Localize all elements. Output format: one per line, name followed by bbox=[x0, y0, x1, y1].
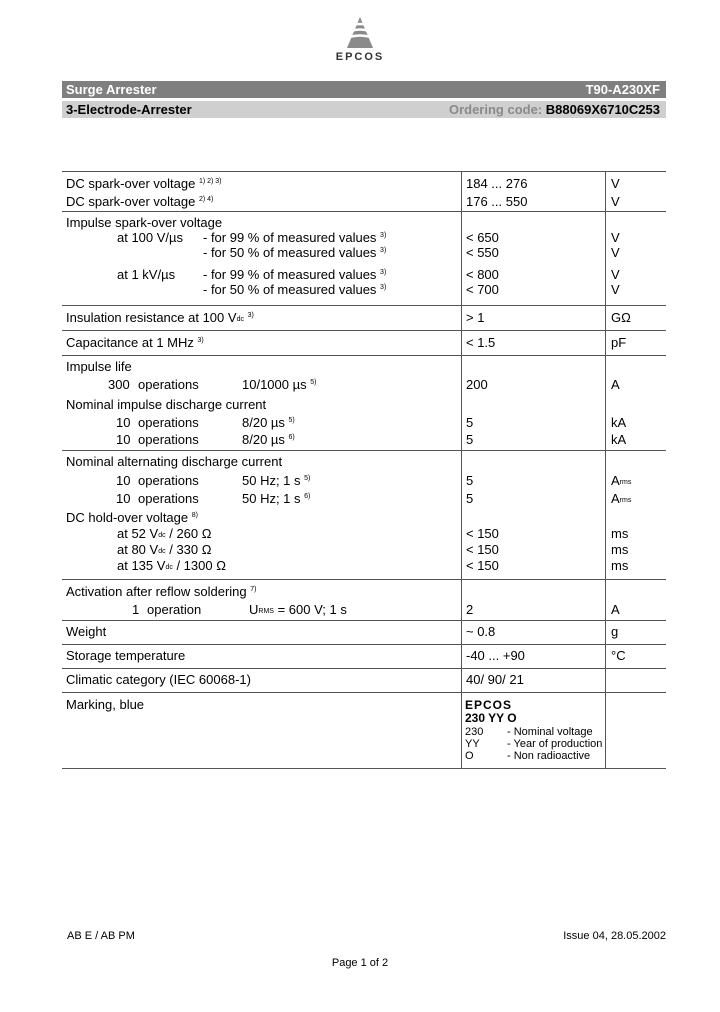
marking-logo: EPCOS bbox=[465, 698, 513, 712]
epcos-triangle-icon bbox=[338, 15, 382, 49]
storage-value: -40 ... +90 bbox=[466, 648, 525, 663]
insulation-unit: GΩ bbox=[611, 310, 631, 325]
nidc-count-2: 10 bbox=[116, 432, 131, 447]
marking-key-2: YY bbox=[465, 738, 480, 750]
brand-name: EPCOS bbox=[335, 51, 385, 63]
spec-row-impulse-life bbox=[62, 355, 666, 450]
impulse-life-title: Impulse life bbox=[66, 359, 132, 374]
holdover-unit-1: ms bbox=[611, 526, 629, 541]
nadc-cond-2: 50 Hz; 1 s $^{6)}$ bbox=[242, 491, 311, 506]
marking-key-1: 230 bbox=[465, 726, 484, 738]
product-header bbox=[62, 81, 666, 98]
nidc-unit-2: kA bbox=[611, 432, 627, 447]
dc-spark-value-1: 184 ... 276 bbox=[466, 176, 528, 191]
spec-row-capacitance bbox=[62, 330, 666, 355]
capacitance-label: Capacitance at 1 MHz $^{3)}$ bbox=[66, 335, 204, 350]
nidc-value-2: 5 bbox=[466, 432, 474, 447]
impulse-value-2b: < 700 bbox=[466, 282, 499, 297]
nadc-cond-1: 50 Hz; 1 s $^{5)}$ bbox=[242, 473, 311, 488]
dc-spark-unit-2: V bbox=[611, 194, 620, 209]
impulse-life-value: 200 bbox=[466, 377, 488, 392]
dc-spark-value-2: 176 ... 550 bbox=[466, 194, 528, 209]
ordering-code: B88069X6710C253 bbox=[545, 102, 660, 117]
insulation-value: > 1 bbox=[466, 310, 485, 325]
activation-unit: A bbox=[611, 602, 620, 617]
nidc-ops-2: operations bbox=[138, 432, 199, 447]
impulse-cond-1b: - for 50 % of measured values $^{3)}$ bbox=[203, 245, 387, 260]
spec-row-storage bbox=[62, 644, 666, 668]
dc-spark-unit-1: V bbox=[611, 176, 620, 191]
spec-row-weight bbox=[62, 620, 666, 644]
nadc-count-1: 10 bbox=[116, 473, 131, 488]
holdover-unit-3: ms bbox=[611, 558, 629, 573]
spec-row-impulse-spark bbox=[62, 211, 666, 305]
ordering-code-line bbox=[449, 101, 660, 118]
activation-cond: $U_{RMS} = 600$ V; 1 s bbox=[249, 602, 347, 617]
part-number: T90-A230XF bbox=[585, 82, 660, 97]
holdover-unit-2: ms bbox=[611, 542, 629, 557]
epcos-logo bbox=[322, 15, 398, 63]
climatic-label: Climatic category (IEC 60068-1) bbox=[66, 672, 251, 687]
impulse-life-unit: A bbox=[611, 377, 620, 392]
footer-issue: Issue 04, 28.05.2002 bbox=[563, 930, 666, 942]
holdover-cond-3: at 135 $V_{dc} / 1300$ Ω bbox=[117, 558, 226, 573]
marking-key-3: O bbox=[465, 750, 474, 762]
spec-row-dc-spark bbox=[62, 171, 666, 211]
impulse-unit-1a: V bbox=[611, 230, 620, 245]
climatic-value: 40/ 90/ 21 bbox=[466, 672, 524, 687]
nidc-count-1: 10 bbox=[116, 415, 131, 430]
capacitance-unit: pF bbox=[611, 335, 627, 350]
holdover-cond-2: at 80 $V_{dc} / 330$ Ω bbox=[117, 542, 212, 557]
holdover-title: DC hold-over voltage $^{8)}$ bbox=[66, 510, 198, 525]
impulse-spark-title: Impulse spark-over voltage bbox=[66, 215, 223, 230]
holdover-value-2: < 150 bbox=[466, 542, 499, 557]
spec-row-marking bbox=[62, 692, 666, 769]
weight-unit: g bbox=[611, 624, 619, 639]
marking-label: Marking, blue bbox=[66, 697, 145, 712]
nidc-title: Nominal impulse discharge current bbox=[66, 397, 267, 412]
weight-value: ~ 0.8 bbox=[466, 624, 496, 639]
spec-row-insulation bbox=[62, 305, 666, 330]
impulse-value-1b: < 550 bbox=[466, 245, 499, 260]
nidc-value-1: 5 bbox=[466, 415, 474, 430]
activation-ops: operation bbox=[147, 602, 202, 617]
holdover-cond-1: at 52 $V_{dc} / 260$ Ω bbox=[117, 526, 212, 541]
activation-count: 1 bbox=[132, 602, 140, 617]
nadc-unit-1: $A_{rms}$ bbox=[611, 473, 632, 488]
storage-label: Storage temperature bbox=[66, 648, 186, 663]
marking-desc-1: - Nominal voltage bbox=[507, 726, 593, 738]
holdover-value-1: < 150 bbox=[466, 526, 499, 541]
marking-desc-2: - Year of production bbox=[507, 738, 603, 750]
impulse-unit-2b: V bbox=[611, 282, 620, 297]
marking-code: 230 YY O bbox=[465, 711, 517, 725]
footer-page: Page 1 of 2 bbox=[331, 957, 389, 969]
impulse-unit-1b: V bbox=[611, 245, 620, 260]
nadc-count-2: 10 bbox=[116, 491, 131, 506]
ordering-code-label: Ordering code: bbox=[448, 102, 543, 117]
product-subheader bbox=[62, 101, 666, 118]
weight-label: Weight bbox=[66, 624, 107, 639]
activation-value: 2 bbox=[466, 602, 474, 617]
nidc-wave-2: 8/20 µs $^{6)}$ bbox=[242, 432, 295, 447]
dc-spark-label-2: DC spark-over voltage $^{2) 4)}$ bbox=[66, 194, 214, 209]
impulse-value-2a: < 800 bbox=[466, 267, 499, 282]
nidc-wave-1: 8/20 µs $^{5)}$ bbox=[242, 415, 295, 430]
impulse-life-ops: operations bbox=[138, 377, 199, 392]
impulse-rate-2: at 1 kV/µs bbox=[117, 267, 176, 282]
impulse-value-1a: < 650 bbox=[466, 230, 499, 245]
storage-unit: °C bbox=[611, 648, 626, 663]
impulse-life-wave: 10/1000 µs $^{5)}$ bbox=[242, 377, 317, 392]
spec-row-climatic bbox=[62, 668, 666, 692]
footer-department: AB E / AB PM bbox=[67, 930, 135, 942]
capacitance-value: < 1.5 bbox=[466, 335, 496, 350]
impulse-cond-2a: - for 99 % of measured values $^{3)}$ bbox=[203, 267, 387, 282]
insulation-label: Insulation resistance at 100 $V_{dc}$ $^{3)}$ bbox=[66, 310, 254, 325]
nidc-unit-1: kA bbox=[611, 415, 627, 430]
product-subtitle: 3-Electrode-Arrester bbox=[66, 102, 192, 117]
impulse-cond-1a: - for 99 % of measured values $^{3)}$ bbox=[203, 230, 387, 245]
holdover-value-3: < 150 bbox=[466, 558, 499, 573]
nadc-ops-2: operations bbox=[138, 491, 199, 506]
activation-title: Activation after reflow soldering $^{7)}$ bbox=[66, 584, 257, 599]
spec-row-activation bbox=[62, 579, 666, 620]
nadc-value-1: 5 bbox=[466, 473, 474, 488]
dc-spark-label-1: DC spark-over voltage $^{1) 2) 3)}$ bbox=[66, 176, 222, 191]
impulse-cond-2b: - for 50 % of measured values $^{3)}$ bbox=[203, 282, 387, 297]
spec-row-nadc bbox=[62, 450, 666, 579]
nadc-ops-1: operations bbox=[138, 473, 199, 488]
impulse-life-count: 300 bbox=[108, 377, 130, 392]
nadc-value-2: 5 bbox=[466, 491, 474, 506]
marking-desc-3: - Non radioactive bbox=[507, 750, 591, 762]
product-type: Surge Arrester bbox=[66, 82, 157, 97]
impulse-rate-1: at 100 V/µs bbox=[117, 230, 184, 245]
nadc-title: Nominal alternating discharge current bbox=[66, 454, 283, 469]
nadc-unit-2: $A_{rms}$ bbox=[611, 491, 632, 506]
nidc-ops-1: operations bbox=[138, 415, 199, 430]
spec-table bbox=[62, 171, 666, 769]
impulse-unit-2a: V bbox=[611, 267, 620, 282]
